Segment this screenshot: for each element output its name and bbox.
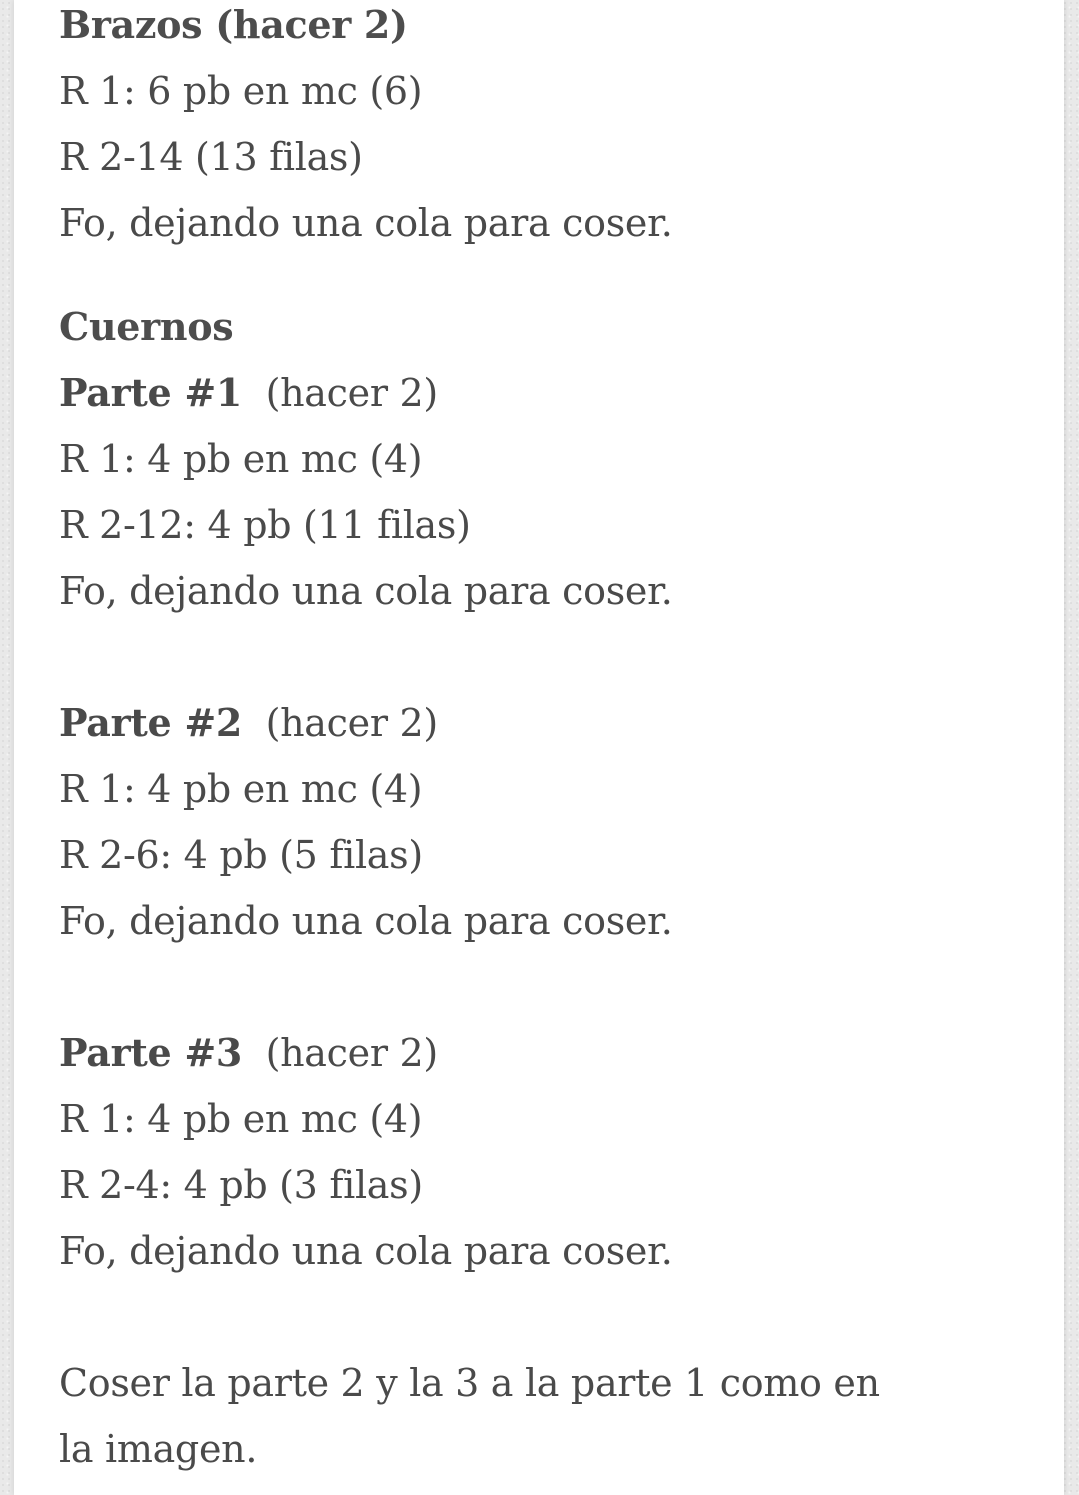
pattern-row: R 1: 6 pb en mc (6) [59, 69, 423, 113]
spacer [59, 256, 1039, 294]
pattern-content [59, 0, 1039, 1482]
section-title-brazos: Brazos (hacer 2) [59, 2, 408, 47]
part-suffix: (hacer 2) [242, 1031, 438, 1075]
closing-instruction: Coser la parte 2 y la 3 a la parte 1 como en la imagen. [59, 1361, 880, 1471]
pattern-row: R 1: 4 pb en mc (4) [59, 767, 423, 811]
part-label: Parte #1 [59, 370, 243, 415]
pattern-row: R 2-14 (13 filas) [59, 135, 363, 179]
part-heading-1 [59, 360, 1039, 426]
part-suffix: (hacer 2) [242, 371, 438, 415]
pattern-row: Fo, dejando una cola para coser. [59, 1229, 673, 1273]
spacer [59, 1284, 1039, 1350]
part-heading-2 [59, 690, 1039, 756]
part-heading-3 [59, 1020, 1039, 1086]
pattern-row: Fo, dejando una cola para coser. [59, 899, 673, 943]
part-label: Parte #3 [59, 1030, 243, 1075]
spacer [59, 954, 1039, 1020]
section-title-cuernos: Cuernos [59, 304, 234, 349]
spacer [59, 624, 1039, 690]
pattern-row: R 1: 4 pb en mc (4) [59, 1097, 423, 1141]
document-page [14, 0, 1064, 1495]
pattern-row: R 2-4: 4 pb (3 filas) [59, 1163, 423, 1207]
pattern-row: R 2-12: 4 pb (11 filas) [59, 503, 471, 547]
pattern-row: Fo, dejando una cola para coser. [59, 201, 673, 245]
part-suffix: (hacer 2) [242, 701, 438, 745]
pattern-row: Fo, dejando una cola para coser. [59, 569, 673, 613]
part-label: Parte #2 [59, 700, 243, 745]
pattern-row: R 2-6: 4 pb (5 filas) [59, 833, 423, 877]
pattern-row: R 1: 4 pb en mc (4) [59, 437, 423, 481]
